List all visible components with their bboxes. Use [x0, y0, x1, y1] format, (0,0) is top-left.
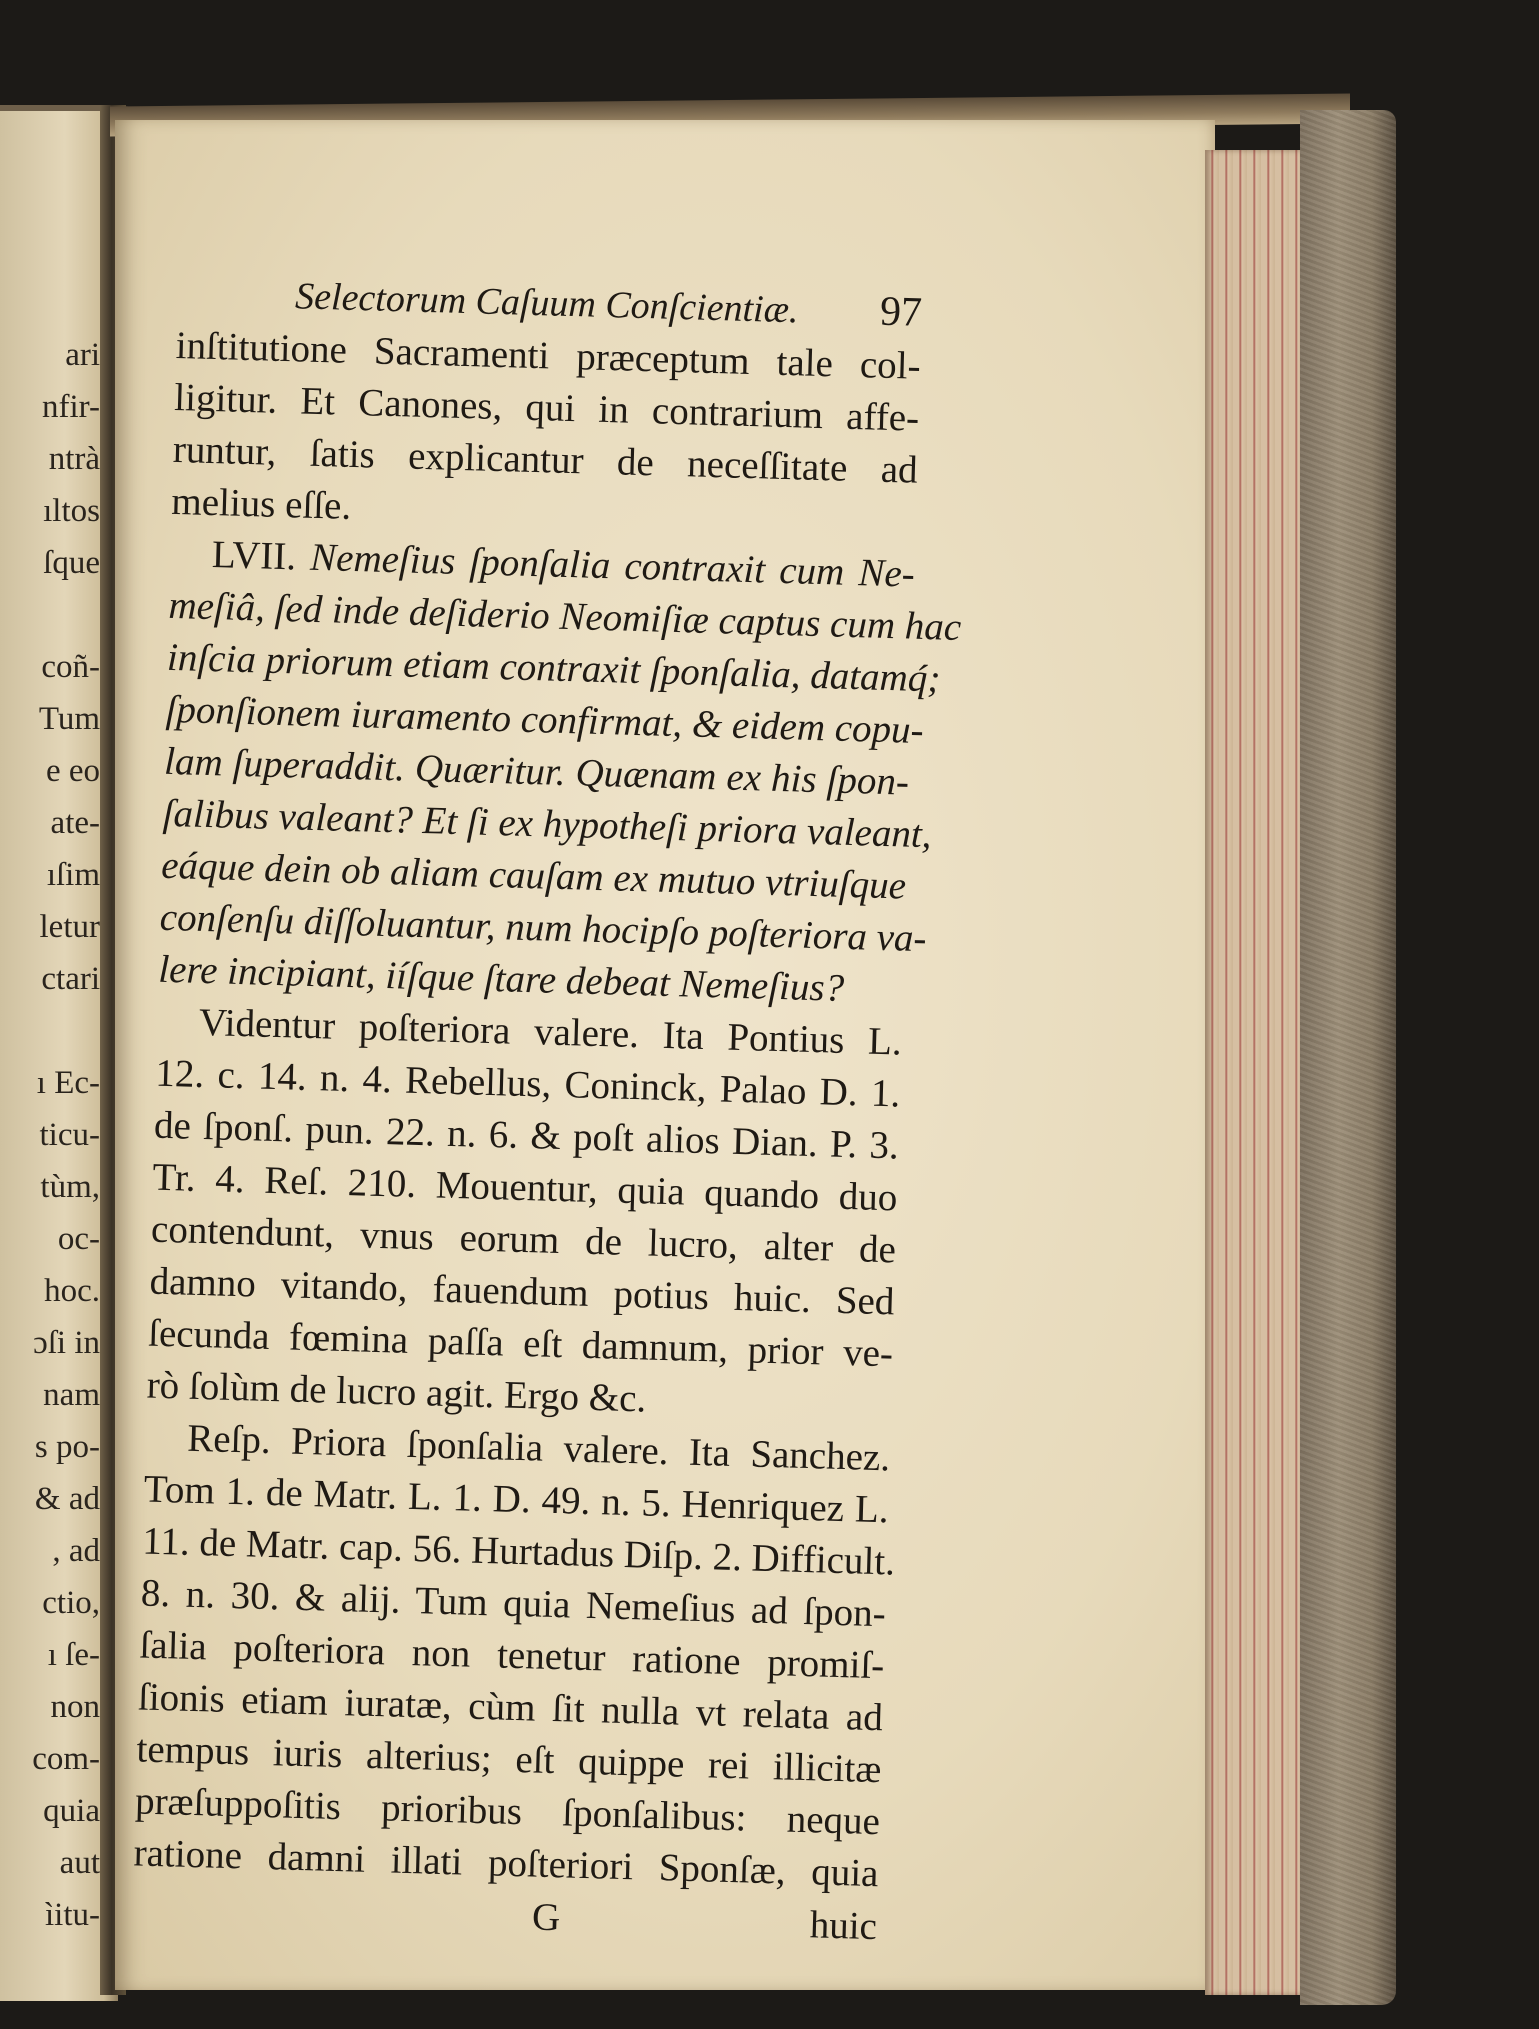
previous-page-line: ı ſe-: [47, 1637, 100, 1673]
previous-page-line: ìitu-: [45, 1897, 100, 1933]
previous-page-line: aut: [59, 1845, 100, 1881]
previous-page-line: quia: [43, 1793, 100, 1829]
text-line: lere incipiant, iíſque ſtare debeat Nemeſius?: [157, 947, 845, 1010]
previous-page-line: ticu-: [39, 1117, 100, 1153]
previous-page-line: com-: [32, 1741, 100, 1777]
section-number: LVII.: [211, 533, 311, 579]
previous-page-line: letur: [39, 909, 100, 945]
text-line: ratione damni illati poſteriori Sponſæ, quia: [133, 1831, 880, 1896]
text-line: ſionis etiam iuratæ, cùm ſit nulla vt relata ad: [137, 1675, 884, 1740]
text-line: ſalibus valeant? Et ſi ex hypotheſi priora valeant,: [162, 791, 933, 857]
previous-page-line: oc-: [57, 1221, 100, 1257]
previous-page-line: ıſim: [46, 857, 100, 893]
previous-page-line: ctio,: [42, 1585, 100, 1621]
signature-mark: G: [531, 1895, 561, 1940]
text-line: Tr. 4. Reſ. 210. Mouentur, quia quando duo: [152, 1155, 898, 1220]
text-line: runtur, ſatis explicantur de neceſſitate ad: [172, 427, 919, 492]
previous-page-line: ari: [65, 337, 100, 373]
previous-page-line: s po-: [34, 1429, 100, 1465]
text-line: inſcia priorum etiam contraxit ſponſalia, datamq́;: [166, 635, 941, 701]
previous-page-line: nam: [43, 1377, 100, 1413]
text-line: præſuppoſitis prioribus ſponſalibus: neque: [134, 1779, 881, 1844]
previous-page-line: ɔſi in: [33, 1325, 100, 1361]
page-text-block: [131, 268, 962, 1956]
text-line: Tom 1. de Matr. L. 1. D. 49. n. 5. Henriquez L.: [143, 1467, 890, 1532]
text-line: eáque dein ob aliam cauſam ex mutuo vtriuſque: [160, 843, 907, 908]
text-line: inſtitutione Sacramenti præceptum tale col-: [175, 323, 922, 388]
previous-page-line: tùm,: [40, 1169, 100, 1205]
text-line: 12. c. 14. n. 4. Rebellus, Coninck, Palao D. 1.: [154, 1051, 901, 1116]
text-line: Videntur poſteriora valere. Ita Pontius L.: [198, 1000, 903, 1064]
previous-page-line: coñ-: [41, 649, 100, 685]
text-line: ligitur. Et Canones, qui in contrarium affe-: [173, 375, 920, 440]
text-line: contendunt, vnus eorum de lucro, alter de: [150, 1207, 897, 1272]
page-number: 97: [879, 288, 923, 336]
text-line: melius eſſe.: [170, 479, 352, 528]
text-line: damno vitando, fauendum potius huic. Sed: [149, 1259, 896, 1324]
previous-page-line: hoc.: [44, 1273, 100, 1309]
text-line: meſiâ, ſed inde deſiderio Neomiſiæ captus cum hac: [167, 583, 962, 649]
previous-page-line: & ad: [34, 1481, 100, 1517]
text-line: lam ſuperaddit. Quæritur. Quænam ex his ſpon-: [163, 739, 910, 804]
text-line: de ſponſ. pun. 22. n. 6. & poſt alios Dian. P. 3.: [153, 1103, 900, 1168]
running-title: Selectorum Caſuum Conſcientiæ.: [294, 275, 800, 332]
text-line: 11. de Matr. cap. 56. Hurtadus Diſp. 2. Difficult.: [141, 1519, 896, 1584]
text-line: ſecunda fœmina paſſa eſt damnum, prior ve-: [147, 1311, 894, 1376]
page-edges: [1205, 150, 1300, 1995]
previous-page-line: ntrà: [48, 441, 100, 477]
previous-page-line: ı Ec-: [36, 1065, 100, 1101]
text-line: ſponſionem iuramento confirmat, & eidem copu-: [165, 687, 925, 752]
previous-page-line: ſque: [43, 545, 100, 581]
text-line: ſalia poſteriora non tenetur ratione promiſ-: [138, 1623, 885, 1688]
previous-page-line: non: [50, 1689, 100, 1725]
text-line: conſenſu diſſoluantur, num hocipſo poſteriora va-: [159, 895, 928, 961]
previous-page-line: ctari: [41, 961, 100, 997]
text-line: 8. n. 30. & alij. Tum quia Nemeſius ad ſpon-: [140, 1571, 887, 1636]
previous-page-text: [0, 329, 100, 1941]
previous-page-line: [0, 589, 100, 641]
text-line: rò ſolùm de lucro agit. Ergo &c.: [146, 1363, 647, 1421]
text-line: Reſp. Priora ſponſalia valere. Ita Sanchez.: [186, 1416, 891, 1480]
previous-page-line: , ad: [52, 1533, 100, 1569]
previous-page-line: [0, 1005, 100, 1057]
body-text: [133, 320, 962, 1900]
previous-page-line: ıltos: [43, 493, 100, 529]
book-cover: [1300, 110, 1396, 2005]
previous-page-line: e eo: [45, 753, 100, 789]
previous-page-line: nfir-: [42, 389, 100, 425]
case-statement: Nemeſius ſponſalia contraxit cum Ne-: [309, 535, 916, 596]
text-line: tempus iuris alterius; eſt quippe rei illicitæ: [136, 1727, 882, 1792]
previous-page-line: ate-: [50, 805, 100, 841]
catchword: huic: [809, 1903, 878, 1949]
previous-page-line: Tum: [38, 701, 100, 737]
